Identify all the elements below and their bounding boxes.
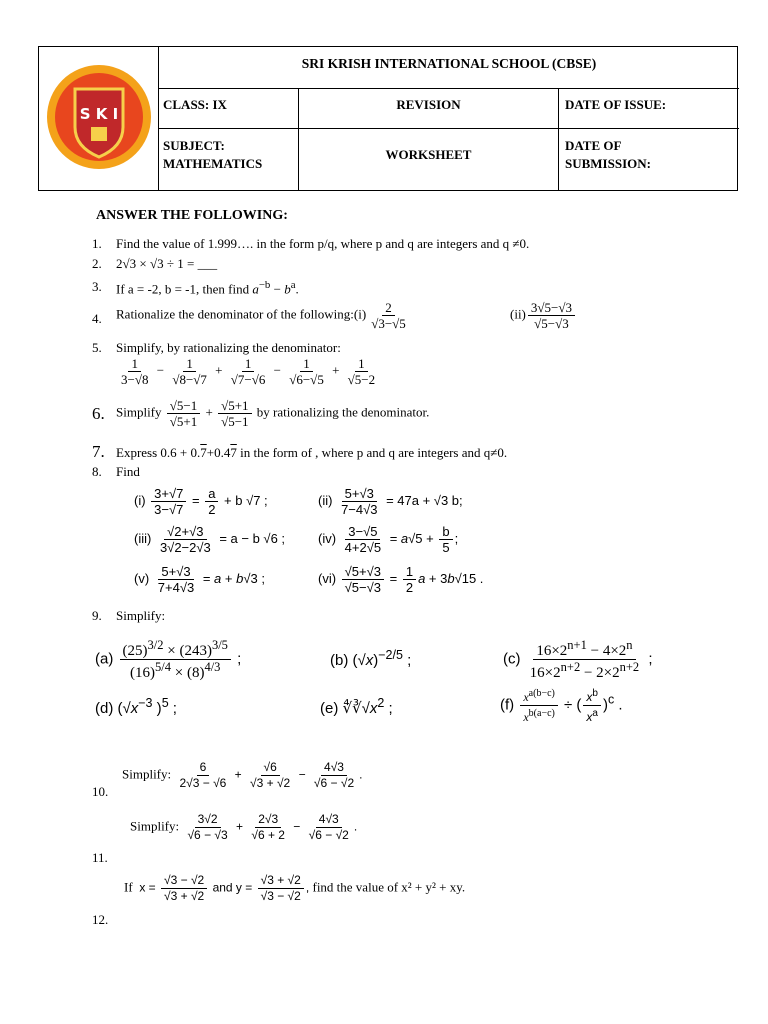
question-1: Find the value of 1.999…. in the form p/q, where p and q are integers and q ≠0. [116, 236, 530, 251]
q-number: 12. [92, 912, 109, 927]
question-10: Simplify: $\frac{6}{2√3 - √6}$ + $\frac{√6}{√3 + √2}$ − $\frac{4√3}{√6 - √2}$ . [122, 760, 363, 790]
question-8-ii: (ii) $\frac{5+√3}{7-4√3}$ = 47a + √3 b; [318, 486, 463, 517]
date-submission-cell: DATE OF SUBMISSION: [565, 138, 651, 171]
q-number: 5. [92, 340, 102, 355]
question-9-b: (b) $(√x)^{-2/5}$ ; [330, 648, 412, 669]
q-number: 6. [92, 404, 105, 423]
question-8-vi: (vi) $\frac{√5+√3}{√5-√3}$ = $\frac{1}{2}$ a + 3b√15 . [318, 564, 484, 595]
question-5-expression: $\frac{1}{3-√8}$ − $\frac{1}{√8-√7}$ + $\frac{1}{√7-√6}$ − $\frac{1}{√6-√5}$ + $\frac{1}{√5-2}$ [121, 356, 376, 387]
question-2: 2√3 × √3 ÷ 1 = ___ [116, 256, 218, 271]
q-number: 11. [92, 850, 108, 865]
question-9-a: (a) $\frac{(25)^{3/2} \times (243)^{3/5}}{(16)^{5/4} \times (8)^{4/3}}$ ; [95, 638, 242, 681]
q-number: 7. [92, 442, 105, 461]
question-7: Express 0.6 + 0.7+0.47 in the form of , where p and q are integers and q≠0. [116, 445, 508, 460]
question-5: Simplify, by rationalizing the denominator: [116, 340, 341, 355]
question-9-e: (e) $∜∛√x^2$ ; [320, 696, 393, 717]
question-11: Simplify: $\frac{3√2}{√6 - √3}$ + $\frac{2√3}{√6 + 2}$ − $\frac{4√3}{√6 - √2}$ . [130, 812, 358, 842]
question-8-v: (v) $\frac{5+√3}{7+4√3}$ = a + b√3 ; [134, 564, 265, 595]
q-number: 9. [92, 608, 102, 623]
q-number: 1. [92, 236, 102, 251]
question-9-d: (d) ($√x^{-3}$ )$^5$ ; [95, 696, 177, 717]
question-8-iii: (iii) $\frac{√2+√3}{3√2-2√3}$ = a − b √6 ; [134, 524, 286, 555]
q-number: 8. [92, 464, 102, 479]
question-9-f: (f) $\frac{x^{a(b-c)}}{x^{b(a-c)}}$ ÷ ( $\frac{x^b}{x^a}$ )$^c$ . [500, 688, 623, 724]
school-name: SRI KRISH INTERNATIONAL SCHOOL (CBSE) [159, 47, 739, 89]
revision-cell: REVISION [299, 89, 559, 129]
question-9: Simplify: [116, 608, 166, 623]
subject-cell: SUBJECT: MATHEMATICS [159, 129, 299, 190]
school-logo [39, 47, 159, 190]
q-number: 2. [92, 256, 102, 271]
worksheet-cell: WORKSHEET [299, 129, 559, 190]
header-table [38, 46, 738, 191]
question-4: Rationalize the denominator of the following:(i) $\frac{2}{√3-√5}$ [116, 300, 406, 331]
question-8-i: (i) $\frac{3+√7}{3-√7}$ = $\frac{a}{2}$ + b √7 ; [134, 486, 268, 517]
question-4-ii: (ii) $\frac{3√5-√3}{√5-√3}$ [510, 300, 577, 331]
question-9-c: (c) $\frac{16\times 2^{n+1} - 4\times 2^n}{16\times 2^{n+2} - 2\times 2^{n+2}}$ ; [503, 638, 653, 681]
question-8-iv: (iv) $\frac{3-√5}{4+2√5}$ = a√5 + $\frac{b}{5}$ ; [318, 524, 459, 555]
question-6: Simplify $\frac{√5-1}{√5+1}$ + $\frac{√5+1}{√5-1}$ by rationalizing the denominator. [116, 398, 430, 429]
q-number: 3. [92, 279, 102, 294]
question-12: If x = $\frac{√3 - √2}{√3 + √2}$ and y = $\frac{√3 + √2}{√3 - √2}$ , find the value of x² + y² + xy. [124, 873, 466, 903]
logo-cell [39, 47, 159, 190]
q-number: 10. [92, 784, 109, 799]
question-3: If a = -2, b = -1, then find $a^{-b} - b^a$. [116, 279, 299, 297]
q-number: 4. [92, 311, 102, 326]
class-cell: CLASS: IX [159, 89, 299, 129]
section-title: ANSWER THE FOLLOWING: [96, 208, 288, 223]
svg-text:S K I: S K I [79, 105, 119, 123]
date-issue-cell: DATE OF ISSUE: [559, 89, 739, 129]
question-8: Find [116, 464, 140, 479]
